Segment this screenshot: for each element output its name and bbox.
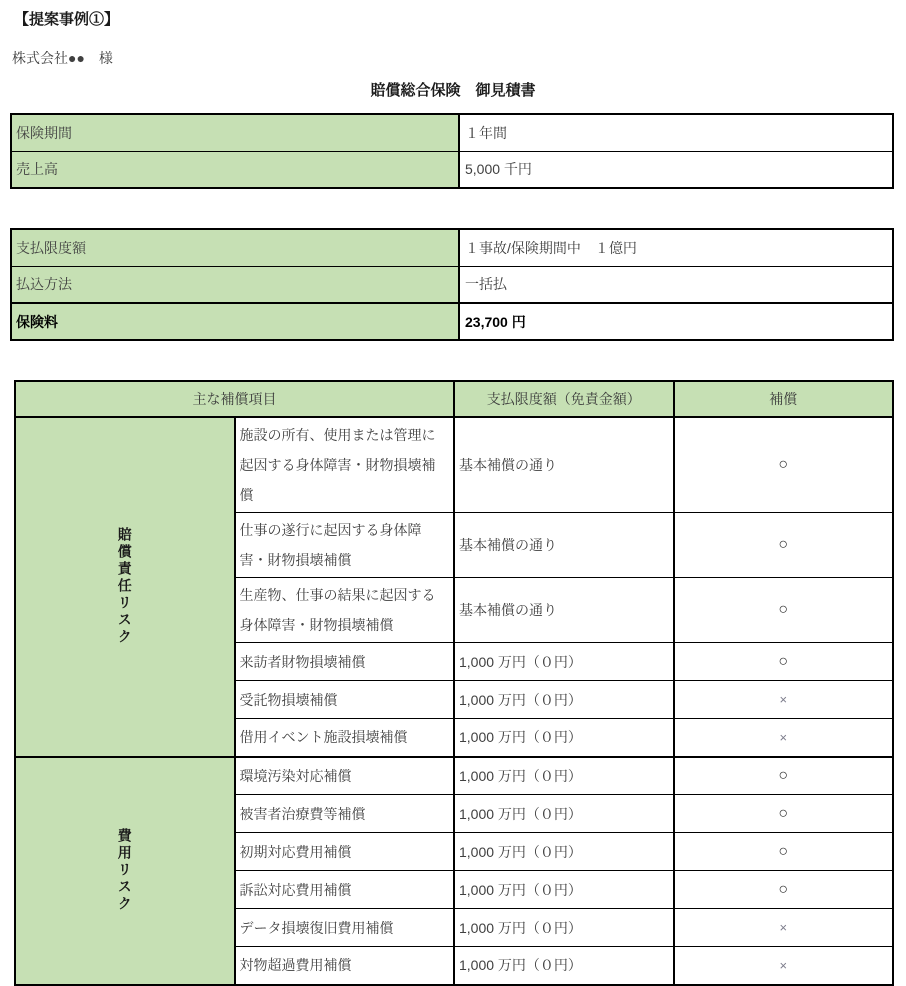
coverage-limit: 1,000 万円（０円） [454, 719, 674, 757]
coverage-item: 生産物、仕事の結果に起因する身体障害・財物損壊補償 [235, 578, 455, 643]
coverage-item: 初期対応費用補償 [235, 833, 455, 871]
coverage-mark: ○ [674, 795, 894, 833]
coverage-mark: ○ [674, 757, 894, 795]
payment-limit-label: 支払限度額 [11, 229, 459, 266]
payment-method-value: 一括払 [459, 266, 893, 303]
coverage-table [14, 380, 894, 986]
coverage-limit: 1,000 万円（０円） [454, 947, 674, 985]
document-title: 賠償総合保険 御見積書 [370, 82, 536, 99]
proposal-case-heading: 【提案事例①】 [14, 11, 120, 28]
coverage-item: 対物超過費用補償 [235, 947, 455, 985]
coverage-item: 施設の所有、使用または管理に起因する身体障害・財物損壊補償 [235, 417, 455, 513]
payment-limit-value: １事故/保険期間中 １億円 [459, 229, 893, 266]
coverage-item: 仕事の遂行に起因する身体障害・財物損壊補償 [235, 513, 455, 578]
coverage-mark: × [674, 947, 894, 985]
policy-period-row [11, 114, 893, 151]
coverage-item: 被害者治療費等補償 [235, 795, 455, 833]
coverage-item: 環境汚染対応補償 [235, 757, 455, 795]
coverage-limit: 1,000 万円（０円） [454, 795, 674, 833]
liability-risk-group-label: 賠償責任リスク [15, 417, 235, 757]
policy-period-label: 保険期間 [11, 114, 459, 151]
coverage-limit: 基本補償の通り [454, 513, 674, 578]
coverage-limit: 1,000 万円（０円） [454, 871, 674, 909]
coverage-limit: 基本補償の通り [454, 417, 674, 513]
coverage-mark: × [674, 909, 894, 947]
coverage-item: データ損壊復旧費用補償 [235, 909, 455, 947]
coverage-items-header: 主な補償項目 [15, 381, 454, 417]
coverage-limit: 1,000 万円（０円） [454, 757, 674, 795]
premium-value: 23,700 円 [459, 303, 893, 340]
coverage-item: 来訪者財物損壊補償 [235, 643, 455, 681]
policy-period-value: １年間 [459, 114, 893, 151]
coverage-limit: 1,000 万円（０円） [454, 833, 674, 871]
coverage-mark: ○ [674, 871, 894, 909]
coverage-item: 借用イベント施設損壊補償 [235, 719, 455, 757]
sales-amount-label: 売上高 [11, 151, 459, 188]
payment-method-row [11, 266, 893, 303]
coverage-item: 受託物損壊補償 [235, 681, 455, 719]
coverage-header-row [15, 381, 893, 417]
coverage-mark: × [674, 681, 894, 719]
recipient-name: 株式会社●● 様 [12, 50, 113, 66]
coverage-limit: 1,000 万円（０円） [454, 681, 674, 719]
coverage-mark: ○ [674, 513, 894, 578]
coverage-mark: ○ [674, 578, 894, 643]
premium-label: 保険料 [11, 303, 459, 340]
covered-header: 補償 [674, 381, 894, 417]
payment-terms-table [10, 228, 894, 341]
payment-method-label: 払込方法 [11, 266, 459, 303]
coverage-mark: ○ [674, 643, 894, 681]
sales-amount-value: 5,000 千円 [459, 151, 893, 188]
coverage-item: 訴訟対応費用補償 [235, 871, 455, 909]
coverage-mark: × [674, 719, 894, 757]
limit-header: 支払限度額（免責金額） [454, 381, 674, 417]
coverage-limit: 1,000 万円（０円） [454, 909, 674, 947]
coverage-limit: 基本補償の通り [454, 578, 674, 643]
coverage-row [15, 417, 893, 513]
coverage-limit: 1,000 万円（０円） [454, 643, 674, 681]
premium-row [11, 303, 893, 340]
coverage-mark: ○ [674, 833, 894, 871]
coverage-row [15, 757, 893, 795]
sales-amount-row [11, 151, 893, 188]
policy-summary-table [10, 113, 894, 189]
expense-risk-group-label: 費用リスク [15, 757, 235, 985]
coverage-mark: ○ [674, 417, 894, 513]
payment-limit-row [11, 229, 893, 266]
